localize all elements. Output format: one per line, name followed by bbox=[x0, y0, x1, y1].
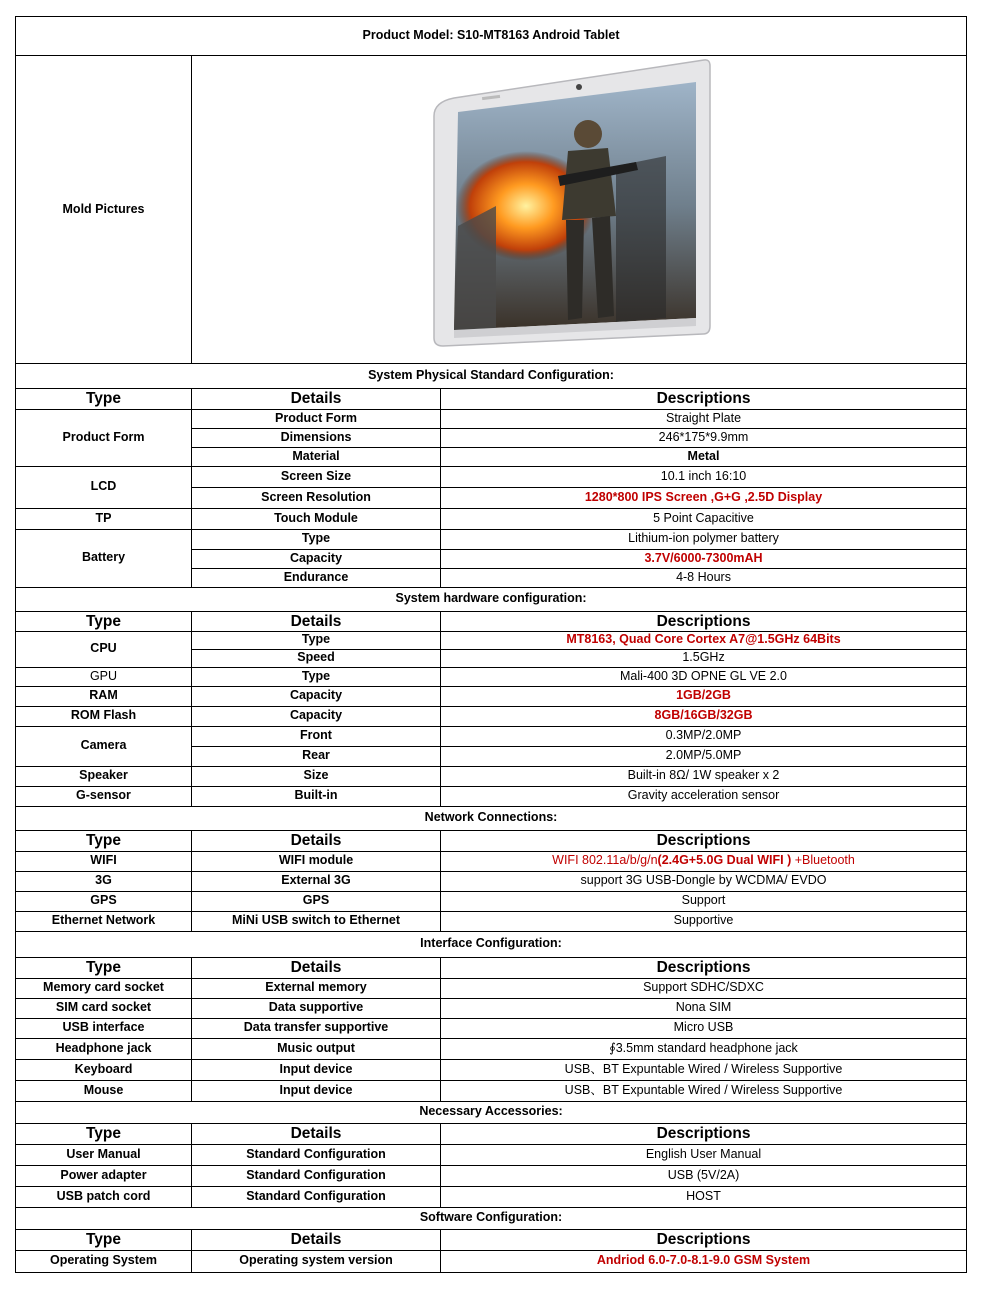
type-wifi: WIFI bbox=[16, 851, 192, 871]
type-cell: Headphone jack bbox=[16, 1038, 192, 1059]
section-accessories: Necessary Accessories: bbox=[16, 1101, 967, 1123]
header-type: Type bbox=[16, 1123, 192, 1144]
header-details: Details bbox=[192, 611, 441, 631]
header-descriptions: Descriptions bbox=[441, 388, 967, 409]
detail-cell: Size bbox=[192, 766, 441, 786]
detail-cell: MiNi USB switch to Ethernet bbox=[192, 911, 441, 931]
detail-cell: Standard Configuration bbox=[192, 1186, 441, 1207]
description-cell: 1280*800 IPS Screen ,G+G ,2.5D Display bbox=[441, 487, 967, 508]
section-physical: System Physical Standard Configuration: bbox=[16, 363, 967, 388]
detail-cell: Capacity bbox=[192, 549, 441, 568]
header-descriptions: Descriptions bbox=[441, 1229, 967, 1250]
type-cell: Memory card socket bbox=[16, 978, 192, 998]
header-details: Details bbox=[192, 830, 441, 851]
header-type: Type bbox=[16, 611, 192, 631]
header-descriptions: Descriptions bbox=[441, 957, 967, 978]
detail-cell: Dimensions bbox=[192, 428, 441, 447]
detail-cell: Speed bbox=[192, 649, 441, 667]
description-cell: 10.1 inch 16:10 bbox=[441, 466, 967, 487]
header-details: Details bbox=[192, 388, 441, 409]
type-tp: TP bbox=[16, 508, 192, 529]
type-cell: Keyboard bbox=[16, 1059, 192, 1080]
detail-cell: Input device bbox=[192, 1080, 441, 1101]
detail-cell: Capacity bbox=[192, 706, 441, 726]
header-descriptions: Descriptions bbox=[441, 611, 967, 631]
section-hardware: System hardware configuration: bbox=[16, 587, 967, 611]
detail-cell: Endurance bbox=[192, 568, 441, 587]
mold-pictures-label: Mold Pictures bbox=[16, 56, 192, 364]
detail-cell: Operating system version bbox=[192, 1250, 441, 1272]
type-cell: USB patch cord bbox=[16, 1186, 192, 1207]
detail-cell: Data transfer supportive bbox=[192, 1018, 441, 1038]
page-title: Product Model: S10-MT8163 Android Tablet bbox=[16, 17, 967, 56]
description-cell: 1GB/2GB bbox=[441, 686, 967, 706]
description-cell: Metal bbox=[441, 447, 967, 466]
detail-cell: Input device bbox=[192, 1059, 441, 1080]
type-cell: Mouse bbox=[16, 1080, 192, 1101]
header-details: Details bbox=[192, 1123, 441, 1144]
type-cell: User Manual bbox=[16, 1144, 192, 1165]
detail-cell: Rear bbox=[192, 746, 441, 766]
detail-cell: Built-in bbox=[192, 786, 441, 806]
detail-cell: Type bbox=[192, 529, 441, 549]
type-3g: 3G bbox=[16, 871, 192, 891]
description-cell: support 3G USB-Dongle by WCDMA/ EVDO bbox=[441, 871, 967, 891]
description-cell: Lithium-ion polymer battery bbox=[441, 529, 967, 549]
detail-cell: Screen Resolution bbox=[192, 487, 441, 508]
description-cell: English User Manual bbox=[441, 1144, 967, 1165]
wifi-bluetooth: +Bluetooth bbox=[791, 853, 855, 868]
type-ram: RAM bbox=[16, 686, 192, 706]
type-ethernet: Ethernet Network bbox=[16, 911, 192, 931]
description-cell: Micro USB bbox=[441, 1018, 967, 1038]
description-cell: Support SDHC/SDXC bbox=[441, 978, 967, 998]
detail-cell: Touch Module bbox=[192, 508, 441, 529]
header-descriptions: Descriptions bbox=[441, 830, 967, 851]
description-cell: ∮3.5mm standard headphone jack bbox=[441, 1038, 967, 1059]
detail-cell: Music output bbox=[192, 1038, 441, 1059]
description-cell: 0.3MP/2.0MP bbox=[441, 726, 967, 746]
type-rom-flash: ROM Flash bbox=[16, 706, 192, 726]
section-interface: Interface Configuration: bbox=[16, 931, 967, 957]
type-lcd: LCD bbox=[16, 466, 192, 508]
header-details: Details bbox=[192, 1229, 441, 1250]
section-network: Network Connections: bbox=[16, 806, 967, 830]
header-descriptions: Descriptions bbox=[441, 1123, 967, 1144]
detail-cell: GPS bbox=[192, 891, 441, 911]
detail-cell: Standard Configuration bbox=[192, 1144, 441, 1165]
detail-cell: External 3G bbox=[192, 871, 441, 891]
type-gps: GPS bbox=[16, 891, 192, 911]
wifi-standard: WIFI 802.11a/b/g/n bbox=[552, 853, 658, 868]
header-type: Type bbox=[16, 388, 192, 409]
detail-cell: Standard Configuration bbox=[192, 1165, 441, 1186]
type-cell: Power adapter bbox=[16, 1165, 192, 1186]
type-camera: Camera bbox=[16, 726, 192, 766]
description-cell: 5 Point Capacitive bbox=[441, 508, 967, 529]
detail-cell: Screen Size bbox=[192, 466, 441, 487]
type-cell: SIM card socket bbox=[16, 998, 192, 1018]
detail-cell: Front bbox=[192, 726, 441, 746]
spec-table bbox=[15, 16, 967, 1273]
header-type: Type bbox=[16, 830, 192, 851]
camera-icon bbox=[576, 84, 582, 90]
description-cell: Nona SIM bbox=[441, 998, 967, 1018]
description-cell: Built-in 8Ω/ 1W speaker x 2 bbox=[441, 766, 967, 786]
header-type: Type bbox=[16, 1229, 192, 1250]
section-software: Software Configuration: bbox=[16, 1207, 967, 1229]
tablet-picture bbox=[196, 56, 967, 359]
description-cell: HOST bbox=[441, 1186, 967, 1207]
tablet-device bbox=[434, 60, 710, 346]
type-g-sensor: G-sensor bbox=[16, 786, 192, 806]
header-details: Details bbox=[192, 957, 441, 978]
description-cell: 2.0MP/5.0MP bbox=[441, 746, 967, 766]
description-cell: Mali-400 3D OPNE GL VE 2.0 bbox=[441, 667, 967, 686]
description-cell: 246*175*9.9mm bbox=[441, 428, 967, 447]
type-speaker: Speaker bbox=[16, 766, 192, 786]
detail-cell: Capacity bbox=[192, 686, 441, 706]
detail-cell: WIFI module bbox=[192, 851, 441, 871]
detail-cell: Type bbox=[192, 631, 441, 649]
detail-cell: External memory bbox=[192, 978, 441, 998]
description-cell: 3.7V/6000-7300mAH bbox=[441, 549, 967, 568]
type-operating-system: Operating System bbox=[16, 1250, 192, 1272]
description-cell: USB、BT Expuntable Wired / Wireless Supportive bbox=[441, 1080, 967, 1101]
description-cell: Supportive bbox=[441, 911, 967, 931]
description-cell: Gravity acceleration sensor bbox=[441, 786, 967, 806]
detail-cell: Type bbox=[192, 667, 441, 686]
description-cell: 1.5GHz bbox=[441, 649, 967, 667]
description-cell: 8GB/16GB/32GB bbox=[441, 706, 967, 726]
type-battery: Battery bbox=[16, 529, 192, 587]
type-product-form: Product Form bbox=[16, 409, 192, 466]
description-cell: 4-8 Hours bbox=[441, 568, 967, 587]
header-type: Type bbox=[16, 957, 192, 978]
spec-sheet bbox=[15, 16, 966, 1273]
type-cpu: CPU bbox=[16, 631, 192, 667]
detail-cell: Data supportive bbox=[192, 998, 441, 1018]
description-cell bbox=[441, 851, 967, 871]
type-gpu: GPU bbox=[16, 667, 192, 686]
wifi-dual-band: (2.4G+5.0G Dual WIFI ) bbox=[657, 853, 792, 868]
detail-cell: Material bbox=[192, 447, 441, 466]
description-cell: Straight Plate bbox=[441, 409, 967, 428]
type-cell: USB interface bbox=[16, 1018, 192, 1038]
mold-picture-cell bbox=[192, 56, 967, 364]
description-cell: Andriod 6.0-7.0-8.1-9.0 GSM System bbox=[441, 1250, 967, 1272]
description-cell: MT8163, Quad Core Cortex A7@1.5GHz 64Bits bbox=[441, 631, 967, 649]
detail-cell: Product Form bbox=[192, 409, 441, 428]
description-cell: USB、BT Expuntable Wired / Wireless Supportive bbox=[441, 1059, 967, 1080]
description-cell: USB (5V/2A) bbox=[441, 1165, 967, 1186]
description-cell: Support bbox=[441, 891, 967, 911]
